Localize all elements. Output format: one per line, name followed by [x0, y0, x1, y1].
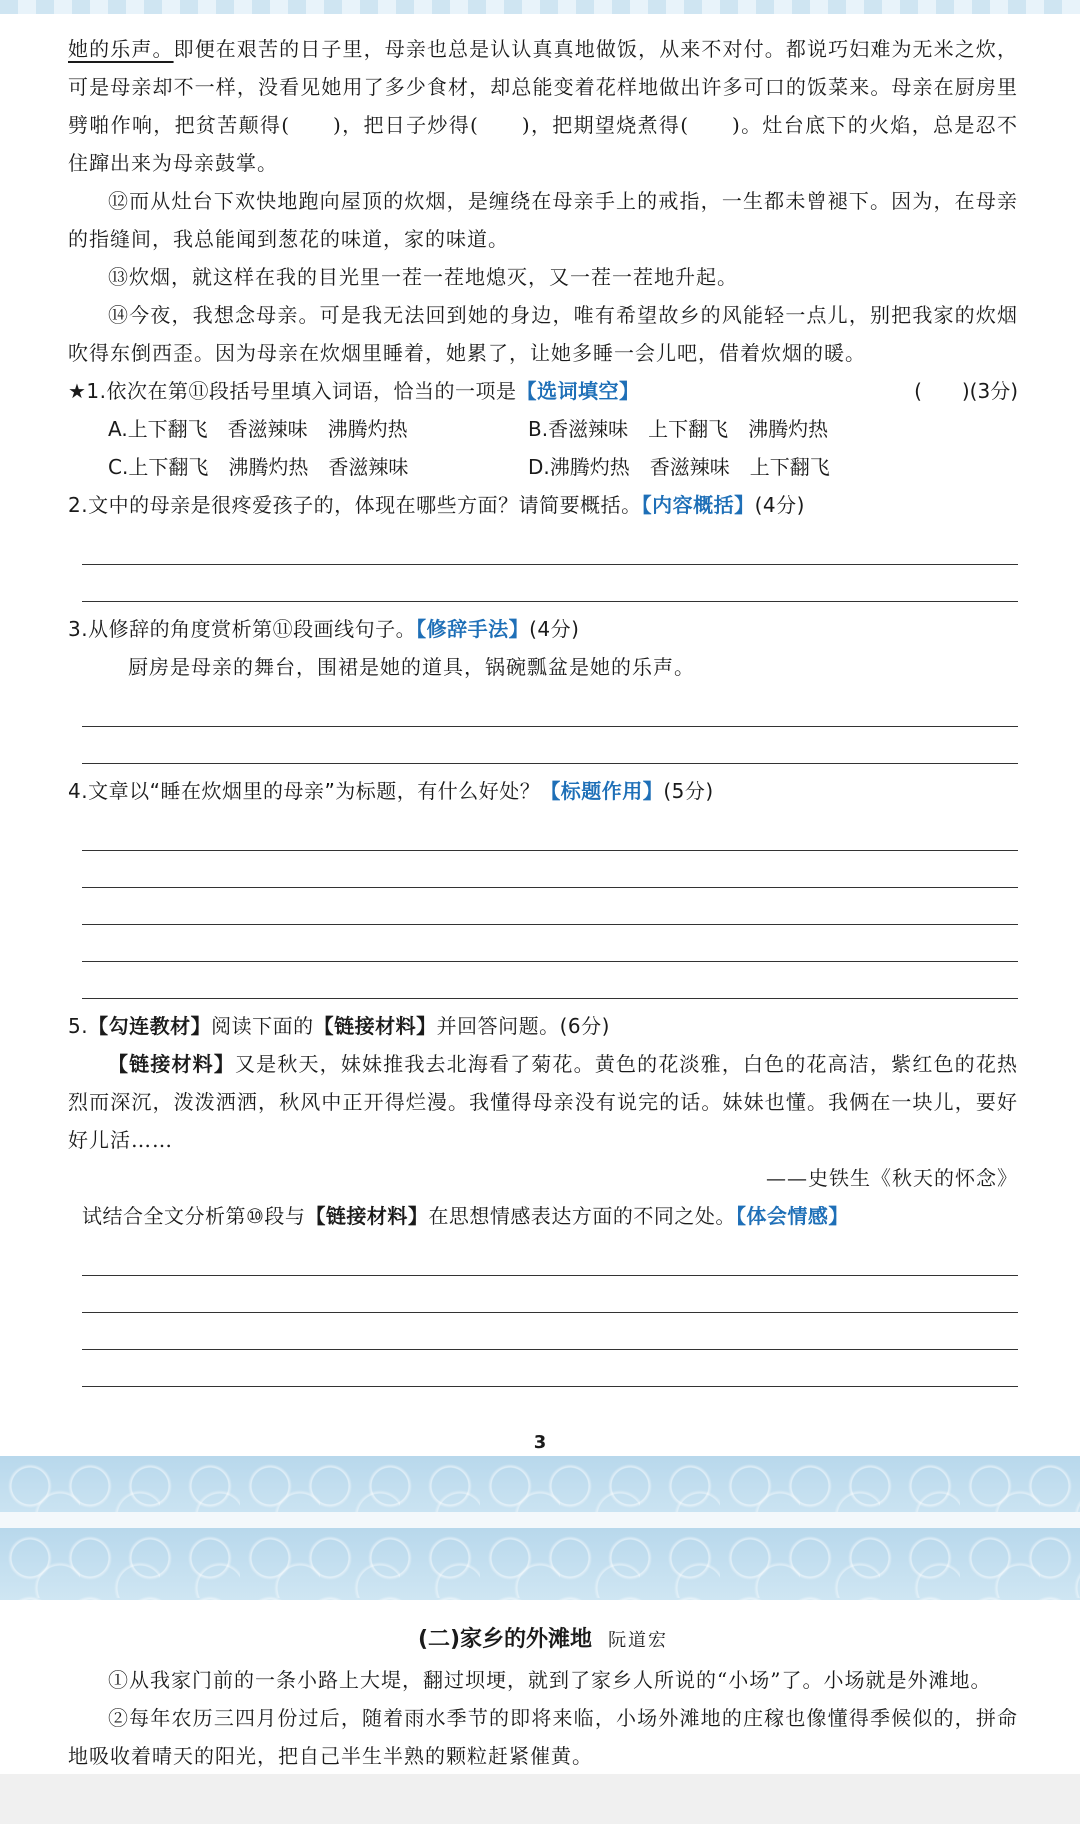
answer-line[interactable] — [82, 814, 1018, 851]
question-5-task-label: 【链接材料】 — [305, 1204, 429, 1228]
answer-line[interactable] — [82, 727, 1018, 764]
paragraph-1: ①从我家门前的一条小路上大堤，翻过坝埂，就到了家乡人所说的“小场”了。小场就是外滩地。 — [108, 1668, 992, 1692]
question-5-tag: 【体会情感】 — [735, 1204, 849, 1228]
linked-material-label: 【链接材料】 — [108, 1052, 235, 1076]
decorative-top-band — [0, 0, 1080, 14]
answer-line[interactable] — [82, 1239, 1018, 1276]
answer-line[interactable] — [82, 1313, 1018, 1350]
question-3-prefix: 3.从修辞的角度赏析第⑪段画线句子。 — [68, 617, 417, 641]
underlined-sentence-end: 她的乐声。 — [68, 37, 174, 61]
question-4 — [68, 772, 1018, 810]
question-3-answer-lines[interactable] — [82, 690, 1018, 764]
question-3 — [68, 610, 1018, 648]
question-5-task-suffix: 在思想情感表达方面的不同之处。 — [428, 1204, 736, 1228]
answer-line[interactable] — [82, 962, 1018, 999]
paragraph-2: ②每年农历三四月份过后，随着雨水季节的即将来临，小场外滩地的庄稼也像懂得季候似的，拼命地吸收着晴天的阳光，把自己半生半熟的颗粒赶紧催黄。 — [68, 1706, 1018, 1768]
question-5-prefix: 5. — [68, 1014, 89, 1038]
answer-line[interactable] — [82, 925, 1018, 962]
question-2 — [68, 486, 1018, 524]
page-upper-section — [68, 30, 1018, 1395]
question-2-answer-lines[interactable] — [82, 528, 1018, 602]
answer-line[interactable] — [82, 888, 1018, 925]
answer-line[interactable] — [82, 690, 1018, 727]
question-5-textbook-tag: 【勾连教材】 — [88, 1014, 212, 1038]
question-2-prefix: 2.文中的母亲是很疼爱孩子的，体现在哪些方面？请简要概括。 — [68, 493, 642, 517]
linked-material — [68, 1045, 1018, 1159]
linked-material-source: ——史铁生《秋天的怀念》 — [766, 1166, 1018, 1190]
linked-material-text: 又是秋天，妹妹推我去北海看了菊花。黄色的花淡雅，白色的花高洁，紫红色的花热烈而深沉，泼泼洒洒，秋风中正开得烂漫。我懂得母亲没有说完的话。妹妹也懂。我俩在一块儿，要好好儿活…… — [68, 1052, 1018, 1152]
question-1-options-row-2 — [68, 448, 1018, 486]
paragraph-11-continued — [68, 30, 1018, 182]
question-5-mid: 阅读下面的 — [211, 1014, 314, 1038]
option-a[interactable]: A.上下翻飞 香滋辣味 沸腾灼热 — [108, 417, 408, 441]
decorative-wave-band-bottom — [0, 1528, 1080, 1600]
answer-line[interactable] — [82, 1350, 1018, 1387]
question-5-task — [68, 1197, 1018, 1235]
paragraph-12: ⑫而从灶台下欢快地跑向屋顶的炊烟，是缠绕在母亲手上的戒指，一生都未曾褪下。因为，在母亲的指缝间，我总能闻到葱花的味道，家的味道。 — [68, 189, 1018, 251]
question-3-score: (4分) — [529, 617, 580, 641]
question-1-answer-blank[interactable]: ( )(3分) — [914, 379, 1018, 403]
question-4-answer-lines[interactable] — [82, 814, 1018, 999]
question-1 — [68, 372, 1018, 410]
question-4-score: (5分) — [663, 779, 714, 803]
question-5-link-label: 【链接材料】 — [313, 1014, 437, 1038]
question-1-tag: 【选词填空】 — [516, 379, 640, 403]
answer-line[interactable] — [82, 851, 1018, 888]
question-4-prefix: 4.文章以“睡在炊烟里的母亲”为标题，有什么好处？ — [68, 779, 541, 803]
paragraph-14: ⑭今夜，我想念母亲。可是我无法回到她的身边，唯有希望故乡的风能轻一点儿，别把我家的炊烟吹得东倒西歪。因为母亲在炊烟里睡着，她累了，让她多睡一会儿吧，借着炊烟的暖。 — [68, 303, 1018, 365]
paragraph-13: ⑬炊烟，就这样在我的目光里一茬一茬地熄灭，又一茬一茬地升起。 — [108, 265, 738, 289]
question-2-tag: 【内容概括】 — [641, 493, 755, 517]
answer-line[interactable] — [82, 528, 1018, 565]
question-3-tag: 【修辞手法】 — [416, 617, 530, 641]
paragraph-11-text: 即便在艰苦的日子里，母亲也总是认认真真地做饭，从来不对付。都说巧妇难为无米之炊，可是母亲却不一样，没看见她用了多少食材，却总能变着花样地做出许多可口的饭菜来。母亲在厨房里劈啪作响，把贫苦颠得( )，把日子炒得( )，把期望烧煮得( )。灶台底下的火焰，总是忍不住蹿出来为母亲鼓掌。 — [68, 37, 1019, 175]
question-4-tag: 【标题作用】 — [540, 779, 664, 803]
question-5-task-prefix: 试结合全文分析第⑩段与 — [82, 1204, 306, 1228]
question-5-suffix: 并回答问题。(6分) — [436, 1014, 610, 1038]
option-b[interactable]: B.香滋辣味 上下翻飞 沸腾灼热 — [528, 417, 829, 441]
bottom-shadow — [0, 1774, 1080, 1824]
question-1-options-row-1 — [68, 410, 1018, 448]
question-5-answer-lines[interactable] — [82, 1239, 1018, 1387]
question-2-score: (4分) — [754, 493, 805, 517]
passage-author: 阮道宏 — [608, 1630, 669, 1651]
passage-title: (二)家乡的外滩地 — [417, 1627, 593, 1652]
question-3-quote: 厨房是母亲的舞台，围裙是她的道具，锅碗瓢盆是她的乐声。 — [128, 655, 695, 679]
answer-line[interactable] — [82, 565, 1018, 602]
option-d[interactable]: D.沸腾灼热 香滋辣味 上下翻飞 — [528, 455, 830, 479]
option-c[interactable]: C.上下翻飞 沸腾灼热 香滋辣味 — [108, 455, 409, 479]
page-number: 3 — [533, 1432, 547, 1453]
passage-heading — [68, 1620, 1018, 1661]
question-1-prefix: ★1.依次在第⑪段括号里填入词语，恰当的一项是 — [68, 379, 517, 403]
answer-line[interactable] — [82, 1276, 1018, 1313]
page-lower-section — [68, 1620, 1018, 1775]
question-5 — [68, 1007, 1018, 1045]
